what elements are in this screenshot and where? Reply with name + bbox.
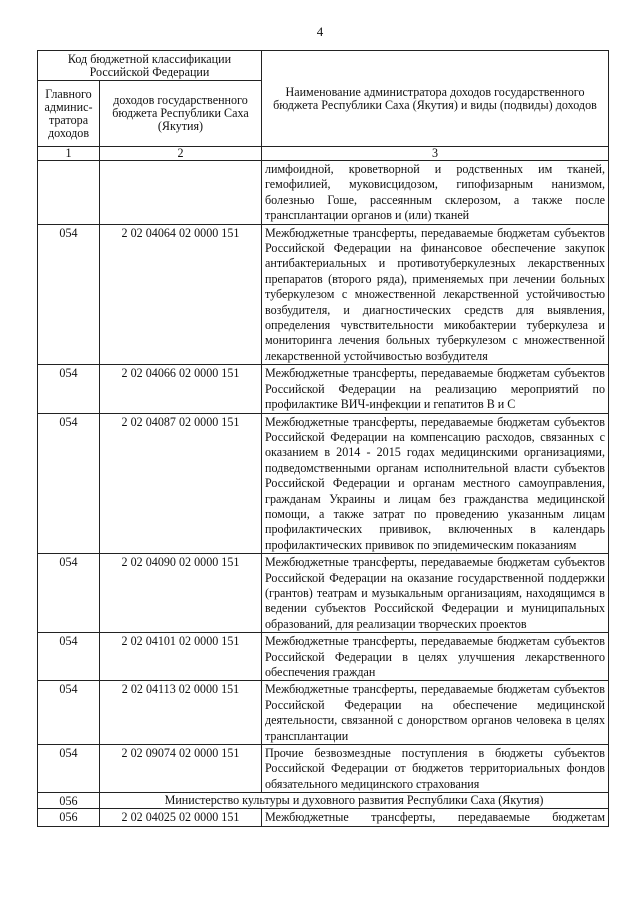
admin-code-cell: 054 — [38, 681, 100, 745]
income-code-cell: 2 02 04090 02 0000 151 — [100, 554, 262, 633]
table-row — [38, 633, 609, 681]
admin-code-cell — [38, 161, 100, 225]
table-row — [38, 365, 609, 413]
ministry-name: Министерство культуры и духовного развития Республики Саха (Якутия) — [100, 793, 609, 809]
income-name-cell: Межбюджетные трансферты, передаваемые бюджетам субъектов Российской Федерации на компенсацию расходов, связанных с оказанием в 2014 - 2015 годах медицинскими организациями, подведомственными органам исполнительной власти субъектов Российской Федерации и органам местного самоуправления, гражданам Украины и лицам без гражданства медицинской помощи, а также затрат по проведению указанным лицам профилактических прививок, включенных в календарь профилактических прививок по эпидемическим показаниям — [262, 413, 609, 554]
budget-classification-table — [37, 50, 609, 827]
admin-code-cell: 054 — [38, 413, 100, 554]
ministry-row — [38, 793, 609, 809]
income-name-cell: Межбюджетные трансферты, передаваемые бюджетам субъектов Российской Федерации на обеспечение медицинской деятельности, связанной с донорством органов человека в целях трансплантации — [262, 681, 609, 745]
income-code-cell: 2 02 04066 02 0000 151 — [100, 365, 262, 413]
column-number-row — [38, 147, 609, 161]
income-name-cell: Межбюджетные трансферты, передаваемые бюджетам — [262, 809, 609, 826]
admin-code-cell: 054 — [38, 745, 100, 793]
header-row-top — [38, 51, 609, 81]
income-code-cell: 2 02 04025 02 0000 151 — [100, 809, 262, 826]
income-code-cell: 2 02 09074 02 0000 151 — [100, 745, 262, 793]
table-row — [38, 809, 609, 826]
header-col2-title: доходов государственного бюджета Республики Саха (Якутия) — [100, 81, 262, 147]
header-group-title: Код бюджетной классификации Российской Федерации — [38, 51, 262, 81]
page-number: 4 — [316, 24, 324, 39]
income-name-cell: Межбюджетные трансферты, передаваемые бюджетам субъектов Российской Федерации на финансовое обеспечение закупок антибактериальных и противотуберкулезных лекарственных препаратов (второго ряда), применяемых при лечении больных туберкулезом с множественной лекарственной устойчивостью возбудителя, и диагностических средств для выявления, определения чувствительности микобактерии туберкулеза и мониторинга лечения больных туберкулезом с множественной лекарственной устойчивостью возбудителя — [262, 224, 609, 365]
income-code-cell: 2 02 04087 02 0000 151 — [100, 413, 262, 554]
header-col3-title: Наименование администратора доходов государственного бюджета Республики Саха (Якутия) и виды (подвиды) доходов — [262, 51, 609, 147]
income-code-cell: 2 02 04101 02 0000 151 — [100, 633, 262, 681]
income-name-cell: Межбюджетные трансферты, передаваемые бюджетам субъектов Российской Федерации на реализацию мероприятий по профилактике ВИЧ-инфекции и гепатитов В и С — [262, 365, 609, 413]
column-number: 3 — [262, 147, 609, 161]
column-number: 1 — [38, 147, 100, 161]
income-name-cell: Прочие безвозмездные поступления в бюджеты субъектов Российской Федерации от бюджетов территориальных фондов обязательного медицинского страхования — [262, 745, 609, 793]
admin-code-cell: 054 — [38, 633, 100, 681]
table-row — [38, 161, 609, 225]
income-code-cell: 2 02 04113 02 0000 151 — [100, 681, 262, 745]
table-row — [38, 745, 609, 793]
income-name-cell: Межбюджетные трансферты, передаваемые бюджетам субъектов Российской Федерации в целях улучшения лекарственного обеспечения граждан — [262, 633, 609, 681]
admin-code-cell: 056 — [38, 809, 100, 826]
table-row — [38, 224, 609, 365]
admin-code-cell: 054 — [38, 554, 100, 633]
income-name-cell: Межбюджетные трансферты, передаваемые бюджетам субъектов Российской Федерации на оказание государственной поддержки (грантов) театрам и музыкальным организациям, находящимся в ведении субъектов Российской Федерации и муниципальных образований, для реализации творческих проектов — [262, 554, 609, 633]
admin-code-cell: 054 — [38, 365, 100, 413]
income-code-cell — [100, 161, 262, 225]
income-code-cell: 2 02 04064 02 0000 151 — [100, 224, 262, 365]
table-row — [38, 681, 609, 745]
admin-code-cell: 054 — [38, 224, 100, 365]
table-row — [38, 413, 609, 554]
income-name-cell: лимфоидной, кроветворной и родственных им тканей, гемофилией, муковисцидозом, гипофизарным нанизмом, болезнью Гоше, рассеянным склерозом, а также после трансплантации органов и (или) тканей — [262, 161, 609, 225]
column-number: 2 — [100, 147, 262, 161]
ministry-admin-code: 056 — [38, 793, 100, 809]
table-row — [38, 554, 609, 633]
header-col1-title: Главного админис-тратора доходов — [38, 81, 100, 147]
